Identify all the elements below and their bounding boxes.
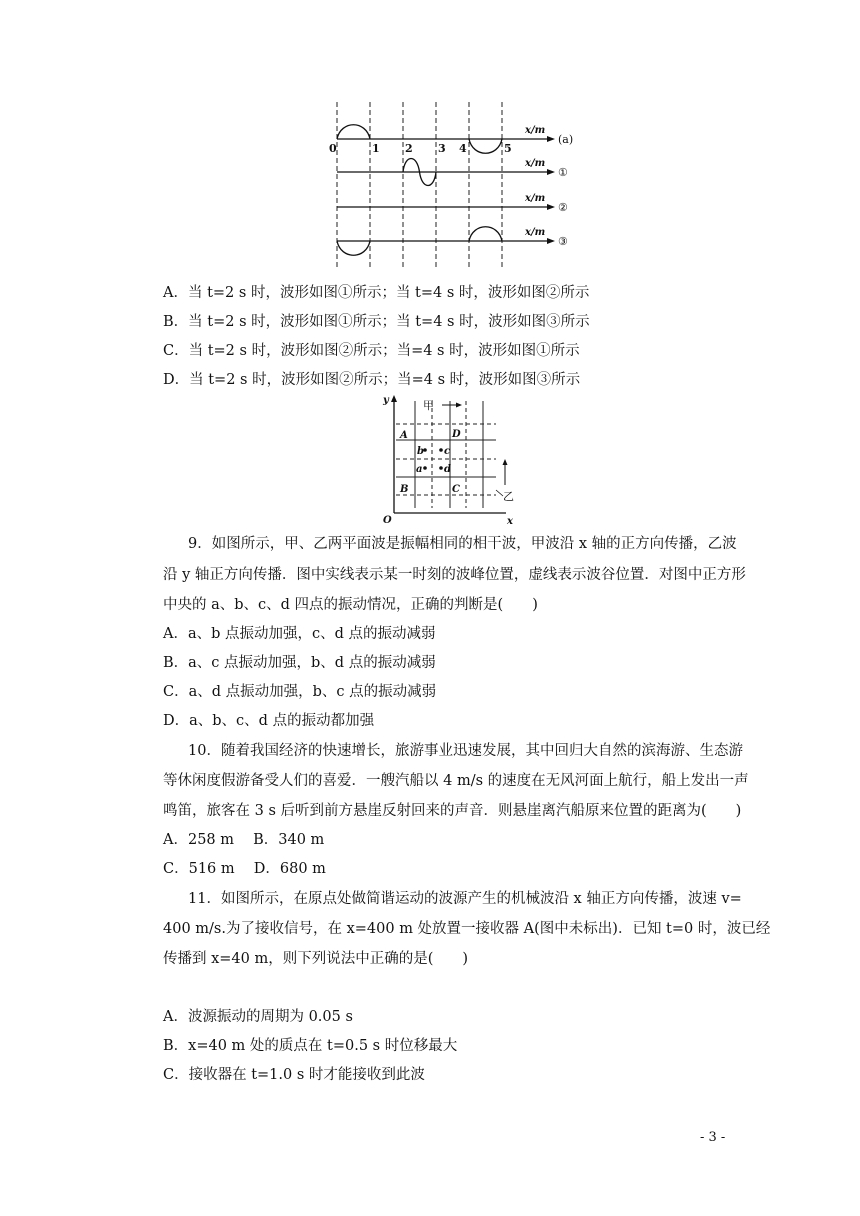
q10-options-line1: A．258 m B．340 m xyxy=(163,832,325,848)
label-D: D xyxy=(452,429,461,440)
q9-stem-line3: 中央的 a、b、c、d 四点的振动情况，正确的判断是( ) xyxy=(163,597,538,613)
q9-option-d: D．a、b、c、d 点的振动都加强 xyxy=(163,713,375,729)
tick-label: 1 xyxy=(372,142,380,155)
origin-label: O xyxy=(383,515,392,526)
yi-arrow-head xyxy=(503,459,508,465)
label-jia: 甲 xyxy=(423,399,434,412)
q8-option-d: D．当 t=2 s 时，波形如图②所示；当=4 s 时，波形如图③所示 xyxy=(163,372,581,388)
waveforms xyxy=(337,125,502,256)
label-d: d xyxy=(444,464,451,475)
y-arrow xyxy=(391,395,397,402)
figure-tag: ② xyxy=(558,201,568,214)
q11-stem-line1: 11．如图所示，在原点处做简谐运动的波源产生的机械波沿 x 轴正方向传播，波速 v= xyxy=(188,891,742,907)
tick-label: 3 xyxy=(438,142,446,155)
axis-label: x/m xyxy=(525,158,546,169)
interference-figure xyxy=(378,393,518,527)
axis-label: x/m xyxy=(525,193,546,204)
q9-option-a: A．a、b 点振动加强，c、d 点的振动减弱 xyxy=(163,626,436,642)
figure-tag: ① xyxy=(558,166,568,179)
yi-leader xyxy=(496,490,503,496)
label-A: A xyxy=(400,430,408,441)
figure-tag: ③ xyxy=(558,235,568,248)
page-number: - 3 - xyxy=(700,1130,726,1145)
tick-label: 5 xyxy=(504,142,512,155)
label-a: a xyxy=(416,464,423,475)
tick-label: 2 xyxy=(405,142,413,155)
q10-stem-line2: 等休闲度假游备受人们的喜爱．一艘汽船以 4 m/s 的速度在无风河面上航行，船上发出一声 xyxy=(163,773,749,789)
q8-option-a: A．当 t=2 s 时，波形如图①所示；当 t=4 s 时，波形如图②所示 xyxy=(163,285,590,301)
q11-stem-line2: 400 m/s.为了接收信号，在 x=400 m 处放置一接收器 A(图中未标出)．已知 t=0 时，波已经 xyxy=(163,921,771,937)
q10-stem-line3: 鸣笛，旅客在 3 s 后听到前方悬崖反射回来的声音．则悬崖离汽船原来位置的距离为( ) xyxy=(163,803,742,819)
q9-stem-line1: 9．如图所示，甲、乙两平面波是振幅相同的相干波，甲波沿 x 轴的正方向传播，乙波 xyxy=(188,536,737,552)
q11-option-a: A．波源振动的周期为 0.05 s xyxy=(163,1009,353,1025)
q10-options-line2: C．516 m D．680 m xyxy=(163,861,326,877)
x-axis-label: x xyxy=(507,516,513,527)
figure-tag: (a) xyxy=(558,133,574,146)
q11-option-b: B．x=40 m 处的质点在 t=0.5 s 时位移最大 xyxy=(163,1038,458,1054)
wave-figure xyxy=(325,100,585,272)
tick-label: 4 xyxy=(459,142,467,155)
q11-option-c: C．接收器在 t=1.0 s 时才能接收到此波 xyxy=(163,1067,425,1083)
axis-label: x/m xyxy=(525,227,546,238)
label-b: b xyxy=(417,446,424,457)
q9-option-b: B．a、c 点振动加强，b、d 点的振动减弱 xyxy=(163,655,436,671)
jia-arrow-head xyxy=(456,403,462,408)
tick-label: 0 xyxy=(329,142,337,155)
q10-stem-line1: 10．随着我国经济的快速增长，旅游事业迅速发展，其中回归大自然的滨海游、生态游 xyxy=(188,743,743,759)
q11-stem-line3: 传播到 x=40 m，则下列说法中正确的是( ) xyxy=(163,951,469,967)
label-B: B xyxy=(400,484,409,495)
y-axis-label: y xyxy=(383,395,389,406)
q9-option-c: C．a、d 点振动加强，b、c 点的振动减弱 xyxy=(163,684,437,700)
q8-option-b: B．当 t=2 s 时，波形如图①所示；当 t=4 s 时，波形如图③所示 xyxy=(163,314,590,330)
axis-arrows xyxy=(547,136,555,244)
q9-stem-line2: 沿 y 轴正方向传播．图中实线表示某一时刻的波峰位置，虚线表示波谷位置．对图中正方形 xyxy=(163,567,746,583)
axis-label: x/m xyxy=(525,125,546,136)
label-yi: 乙 xyxy=(503,490,514,503)
q8-option-c: C．当 t=2 s 时，波形如图②所示；当=4 s 时，波形如图①所示 xyxy=(163,343,580,359)
label-C: C xyxy=(452,484,460,495)
label-c: c xyxy=(444,446,451,457)
